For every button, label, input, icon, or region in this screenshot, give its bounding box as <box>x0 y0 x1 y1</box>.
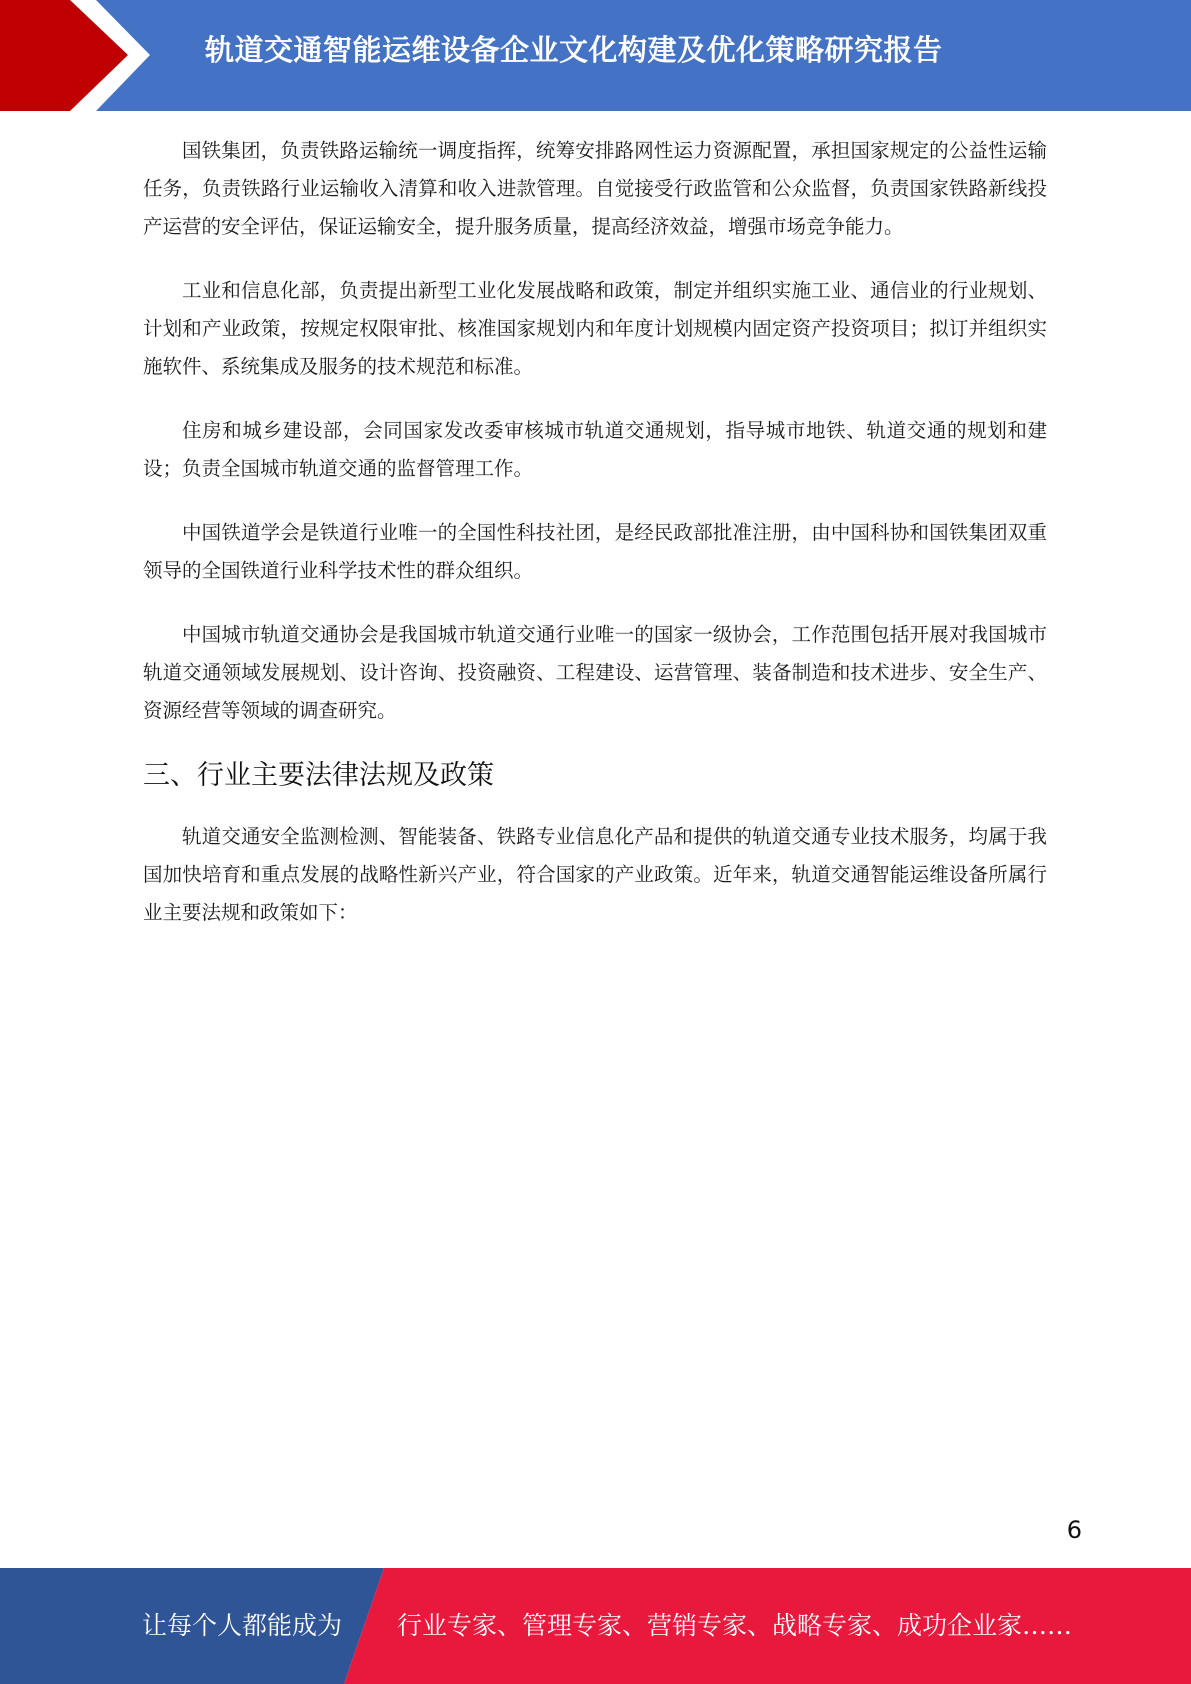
footer-slogan-left: 让每个人都能成为 <box>142 1611 343 1640</box>
page-number: 6 <box>1066 1516 1082 1544</box>
footer-slogan-right: 行业专家、管理专家、营销专家、战略专家、成功企业家…… <box>397 1611 1073 1640</box>
paragraph-urban-rail-association: 中国城市轨道交通协会是我国城市轨道交通行业唯一的国家一级协会，工作范围包括开展对我国城市轨道交通领域发展规划、设计咨询、投资融资、工程建设、运营管理、装备制造和技术进步、安全生产、资源经营等领域的调查研究。 <box>143 623 1047 722</box>
page-body <box>143 132 1047 958</box>
paragraph-national-railway-group: 国铁集团，负责铁路运输统一调度指挥，统筹安排路网性运力资源配置，承担国家规定的公益性运输任务，负责铁路行业运输收入清算和收入进款管理。自觉接受行政监管和公众监督，负责国家铁路新线投产运营的安全评估，保证运输安全，提升服务质量，提高经济效益，增强市场竞争能力。 <box>143 139 1047 238</box>
header-title: 轨道交通智能运维设备企业文化构建及优化策略研究报告 <box>205 33 943 67</box>
paragraph-china-railway-society: 中国铁道学会是铁道行业唯一的全国性科技社团，是经民政部批准注册，由中国科协和国铁集团双重领导的全国铁道行业科学技术性的群众组织。 <box>143 521 1047 582</box>
paragraph-mohurd: 住房和城乡建设部，会同国家发改委审核城市轨道交通规划，指导城市地铁、轨道交通的规划和建设；负责全国城市轨道交通的监督管理工作。 <box>143 419 1047 480</box>
page-header <box>0 0 1191 111</box>
paragraph-miit: 工业和信息化部，负责提出新型工业化发展战略和政策，制定并组织实施工业、通信业的行业规划、计划和产业政策，按规定权限审批、核准国家规划内和年度计划规模内固定资产投资项目；拟订并组织实施软件、系统集成及服务的技术规范和标准。 <box>143 279 1047 378</box>
section-heading: 三、行业主要法律法规及政策 <box>143 760 494 791</box>
page-footer <box>0 1568 1191 1684</box>
section-paragraph: 轨道交通安全监测检测、智能装备、铁路专业信息化产品和提供的轨道交通专业技术服务，均属于我国加快培育和重点发展的战略性新兴产业，符合国家的产业政策。近年来，轨道交通智能运维设备所属行业主要法规和政策如下： <box>143 825 1047 924</box>
